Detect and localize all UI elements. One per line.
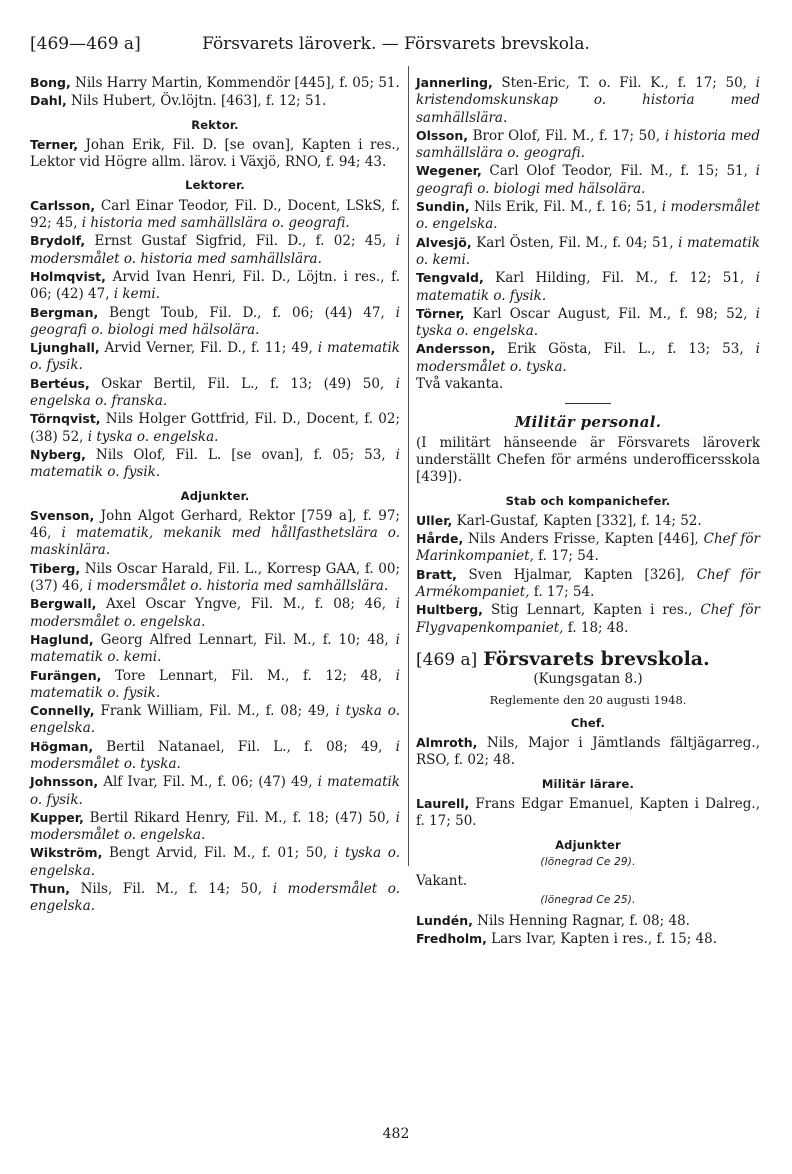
person-entry <box>30 410 400 446</box>
right-column <box>416 74 760 948</box>
person-name: Uller, <box>416 512 453 528</box>
person-name: Högman, <box>30 738 94 754</box>
person-details: Sten-Eric, T. o. Fil. K., f. 17; 50, <box>492 75 756 91</box>
page-header <box>30 34 762 58</box>
person-name: Hultberg, <box>416 602 483 618</box>
person-entry <box>416 912 760 930</box>
person-details: Arvid Ivan Henri, Fil. D., Löjtn. i res., f. 06; (42) 47, <box>30 268 400 303</box>
section-divider <box>565 403 611 404</box>
lonegrad-29: (lönegrad Ce 29). <box>540 855 636 868</box>
person-entry <box>416 930 760 948</box>
person-details: Frank William, Fil. M., f. 08; 49, <box>94 703 336 720</box>
person-name: Holmqvist, <box>30 268 106 284</box>
stab-heading: Stab och kompanichefer. <box>505 493 671 508</box>
militar-personal-heading: Militär personal. <box>514 413 662 432</box>
person-entry <box>416 198 760 234</box>
person-name: Terner, <box>30 136 78 152</box>
person-name: Kupper, <box>30 809 84 825</box>
person-subjects: i modersmålet o. engelska. <box>416 199 760 233</box>
person-name: Dahl, <box>30 93 67 109</box>
person-name: Alvesjö, <box>416 234 472 250</box>
person-subjects: i geografi o. biologi med hälsolära. <box>30 304 400 338</box>
person-subjects: i modersmålet o. engelska. <box>30 596 400 630</box>
person-details: Nils Hubert, Öv.löjtn. [463], f. 12; 51. <box>66 93 327 110</box>
person-details: Sven Hjalmar, Kapten [326], <box>456 566 697 583</box>
person-entry <box>416 234 760 270</box>
person-details: Karl Östen, Fil. M., f. 04; 51, <box>471 234 679 251</box>
person-details: Erik Gösta, Fil. L., f. 13; 53, <box>495 341 756 358</box>
person-subjects: i historia med samhällslära o. geografi. <box>81 215 350 232</box>
person-details: Nils Henning Ragnar, f. 08; 48. <box>472 912 690 929</box>
person-entry <box>30 631 400 667</box>
person-subjects: i historia med samhällslära o. geografi. <box>416 127 760 162</box>
person-details: Lars Ivar, Kapten i res., f. 15; 48. <box>486 931 718 948</box>
person-entry <box>416 305 760 341</box>
person-subjects: i modersmålet o. engelska. <box>30 881 400 915</box>
person-name: Ljunghall, <box>30 340 100 356</box>
person-details: Frans Edgar Emanuel, Kapten i Dalreg., f. 17; 50. <box>416 795 760 830</box>
person-name: Bratt, <box>416 566 457 582</box>
brevskola-title <box>416 647 760 670</box>
person-name: Thun, <box>30 881 70 897</box>
person-entry <box>30 304 400 340</box>
vakanta-text: Två vakanta. <box>416 376 504 393</box>
person-entry <box>416 269 760 305</box>
person-details: Nils Oscar Harald, Fil. L., Korresp GAA, f. 00; (37) 46, <box>30 560 400 595</box>
person-details: Ernst Gustaf Sigfrid, Fil. D., f. 02; 45, <box>85 233 396 250</box>
person-subjects: i matematik o. fysik. <box>416 270 760 304</box>
person-subjects: i matematik o. kemi. <box>30 631 400 666</box>
rektor-heading: Rektor. <box>191 117 239 132</box>
militar-larare-heading: Militär lärare. <box>541 776 635 791</box>
person-name: Wikström, <box>30 845 103 861</box>
person-details: Bertil Rikard Henry, Fil. M., f. 18; (47) 50, <box>83 809 396 826</box>
person-entry <box>30 809 400 845</box>
person-details: Georg Alfred Lennart, Fil. M., f. 10; 48, <box>93 631 396 648</box>
brevskola-number: [469 a] <box>416 649 478 670</box>
person-name: Bertéus, <box>30 375 90 391</box>
person-tail: f. 17; 54. <box>529 584 595 601</box>
column-rule <box>408 66 409 866</box>
person-details: Nils Erik, Fil. M., f. 16; 51, <box>469 199 662 216</box>
person-details: Karl Oscar August, Fil. M., f. 98; 52, <box>464 305 756 322</box>
person-entry <box>416 601 760 637</box>
person-name: Törner, <box>416 305 465 321</box>
person-name: Bergwall, <box>30 596 97 612</box>
person-details: Carl Olof Teodor, Fil. M., f. 15; 51, <box>481 163 756 180</box>
person-details: Stig Lennart, Kapten i res., <box>482 602 701 619</box>
reglemente: Reglemente den 20 augusti 1948. <box>489 692 687 707</box>
person-subjects: i modersmålet o. tyska. <box>416 341 760 375</box>
person-entry <box>30 339 400 375</box>
rektor-entries <box>30 136 400 172</box>
person-subjects: i matematik o. kemi. <box>416 234 760 268</box>
person-name: Sundin, <box>416 199 470 215</box>
running-title: Försvarets läroverk. — Försvarets brevskola. <box>202 34 590 54</box>
adjunkter-heading: Adjunkter. <box>180 488 250 503</box>
stab-entries <box>416 512 760 637</box>
left-column <box>30 74 400 916</box>
person-details: Bengt Arvid, Fil. M., f. 01; 50, <box>102 845 334 862</box>
person-details: Nils Olof, Fil. L. [se ovan], f. 05; 53, <box>85 446 396 463</box>
person-details: Alf Ivar, Fil. M., f. 06; (47) 49, <box>98 774 318 791</box>
person-details: Bertil Natanael, Fil. L., f. 08; 49, <box>93 738 396 755</box>
person-details: Nils Holger Gottfrid, Fil. D., Docent, f. 02; (38) 52, <box>30 411 400 445</box>
person-entry <box>30 773 400 809</box>
person-subjects: i matematik o. fysik. <box>30 340 400 374</box>
person-details: Nils, Fil. M., f. 14; 50, <box>69 881 273 898</box>
person-entry <box>30 595 400 631</box>
person-subjects: i matematik o. fysik. <box>30 667 400 701</box>
person-details: Oskar Bertil, Fil. L., f. 13; (49) 50, <box>89 375 396 392</box>
person-subjects: i kemi. <box>113 286 160 303</box>
person-subjects: i tyska o. engelska. <box>30 845 400 879</box>
person-subjects: i tyska o. engelska. <box>87 428 219 445</box>
person-entry <box>30 446 400 482</box>
person-subjects: i modersmålet o. historia med samhällslära. <box>87 578 389 595</box>
person-entry <box>416 512 760 530</box>
person-name: Brydolf, <box>30 233 86 249</box>
person-name: Tengvald, <box>416 270 484 286</box>
person-subjects: i tyska o. engelska. <box>30 703 400 737</box>
person-name: Almroth, <box>416 735 478 751</box>
person-details: Tore Lennart, Fil. M., f. 12; 48, <box>101 667 396 684</box>
person-details: John Algot Gerhard, Rektor [759 a], f. 97; 46, <box>30 507 400 542</box>
chef-heading: Chef. <box>570 715 606 730</box>
person-entry <box>30 92 400 110</box>
person-details: Bengt Toub, Fil. D., f. 06; (44) 47, <box>98 304 396 321</box>
person-subjects: i modersmålet o. tyska. <box>30 738 400 772</box>
person-name: Nyberg, <box>30 446 86 462</box>
person-name: Törnqvist, <box>30 411 101 427</box>
person-entry <box>30 507 400 560</box>
person-entry <box>416 162 760 198</box>
person-details: Bror Olof, Fil. M., f. 17; 50, <box>468 127 665 144</box>
person-name: Hårde, <box>416 531 464 547</box>
person-entry <box>416 340 760 376</box>
person-subjects: i tyska o. engelska. <box>416 305 760 340</box>
person-entry <box>416 74 760 127</box>
person-name: Bergman, <box>30 304 99 320</box>
person-details: Carl Einar Teodor, Fil. D., Docent, LSkS, f. 92; 45, <box>30 197 400 232</box>
person-subjects: i matematik o. fysik. <box>30 446 400 481</box>
person-details: Nils Anders Frisse, Kapten [446], <box>463 531 704 548</box>
person-entry <box>416 734 760 770</box>
person-entry <box>30 232 400 268</box>
person-subjects: i matematik, mekanik med hållfasthetslära o. maskinlära. <box>30 525 400 559</box>
person-name: Laurell, <box>416 795 470 811</box>
person-details: Johan Erik, Fil. D. [se ovan], Kapten i res., Lektor vid Högre allm. lärov. i Växjö, RNO, f. 94; 43. <box>30 136 400 171</box>
left-top-entries <box>30 74 400 111</box>
person-subjects: i modersmålet o. engelska. <box>30 809 400 844</box>
person-name: Haglund, <box>30 631 94 647</box>
person-name: Jannerling, <box>416 75 493 90</box>
person-entry <box>30 880 400 916</box>
person-name: Connelly, <box>30 703 95 719</box>
vakant-text: Vakant. <box>416 873 468 890</box>
person-name: Olsson, <box>416 127 469 143</box>
person-subjects: Chef för Flygvapenkompaniet, <box>416 602 760 636</box>
person-name: Lundén, <box>416 912 473 928</box>
person-entry <box>30 844 400 880</box>
page-number: 482 <box>382 1126 410 1142</box>
person-subjects: i engelska o. franska. <box>30 375 400 410</box>
person-entry <box>30 197 400 233</box>
person-name: Wegener, <box>416 163 482 179</box>
person-entry <box>30 74 400 92</box>
person-name: Carlsson, <box>30 197 96 213</box>
chef-entries <box>416 734 760 770</box>
person-subjects: i modersmålet o. historia med samhällslära. <box>30 233 400 267</box>
section-range: [469—469 a] <box>30 34 141 54</box>
militar-note: (I militärt hänseende är Försvarets läroverk underställt Chefen för arméns underofficersskola [439]). <box>416 434 760 486</box>
right-top-entries <box>416 74 760 376</box>
person-entry <box>416 530 760 566</box>
person-entry <box>30 268 400 304</box>
lektorer-entries <box>30 197 400 482</box>
person-subjects: Chef för Marinkompaniet, <box>416 531 760 565</box>
person-entry <box>30 136 400 172</box>
lektorer-heading: Lektorer. <box>185 178 245 193</box>
person-entry <box>30 667 400 703</box>
final-entries <box>416 912 760 949</box>
person-name: Fredholm, <box>416 931 487 947</box>
person-subjects: i matematik o. fysik. <box>30 774 400 808</box>
person-subjects: Chef för Armékompaniet, <box>416 566 760 601</box>
person-details: Karl Hilding, Fil. M., f. 12; 51, <box>483 270 756 287</box>
person-entry <box>30 702 400 738</box>
person-name: Andersson, <box>416 341 496 357</box>
brevskola-address: (Kungsgatan 8.) <box>533 671 643 688</box>
person-tail: f. 17; 54. <box>533 548 599 565</box>
person-details: Nils Harry Martin, Kommendör [445], f. 05; 51. <box>70 75 400 91</box>
militar-larare-entries <box>416 795 760 831</box>
person-details: Axel Oscar Yngve, Fil. M., f. 08; 46, <box>96 596 396 613</box>
person-name: Johnsson, <box>30 774 99 790</box>
lonegrad-25: (lönegrad Ce 25). <box>540 894 636 907</box>
person-subjects: i geografi o. biologi med hälsolära. <box>416 163 760 197</box>
person-entry <box>30 560 400 596</box>
person-details: Arvid Verner, Fil. D., f. 11; 49, <box>99 340 318 357</box>
person-entry <box>416 795 760 831</box>
person-entry <box>416 127 760 163</box>
person-name: Tiberg, <box>30 560 81 576</box>
person-entry <box>30 375 400 411</box>
brevskola-adjunkter-heading: Adjunkter <box>555 837 621 852</box>
person-name: Bong, <box>30 75 71 90</box>
person-entry <box>416 566 760 602</box>
person-subjects: i kristendomskunskap o. historia med samhällslära. <box>416 75 760 126</box>
person-name: Svenson, <box>30 507 95 523</box>
person-tail: f. 18; 48. <box>563 619 629 636</box>
adjunkter-entries <box>30 507 400 916</box>
person-name: Furängen, <box>30 667 102 683</box>
person-details: Karl-Gustaf, Kapten [332], f. 14; 52. <box>452 512 702 529</box>
brevskola-name: Försvarets brevskola. <box>483 647 710 670</box>
person-entry <box>30 738 400 774</box>
person-details: Nils, Major i Jämtlands fältjägarreg., RSO, f. 02; 48. <box>416 735 760 769</box>
